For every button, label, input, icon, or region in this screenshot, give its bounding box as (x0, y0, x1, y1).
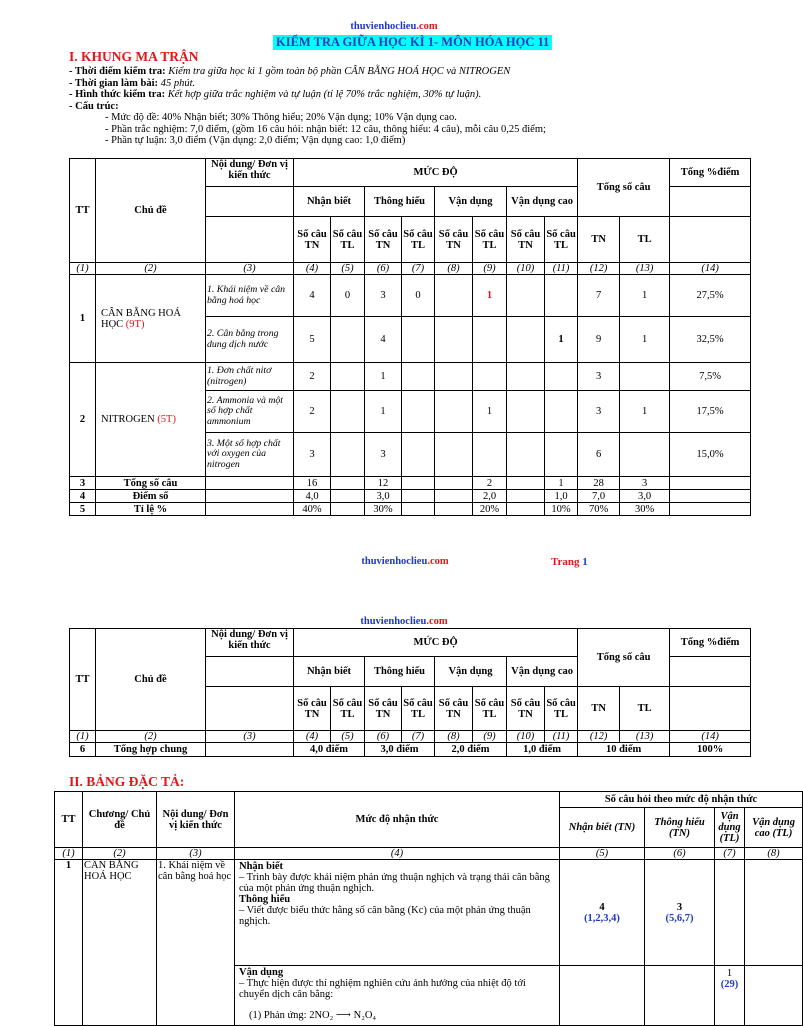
hdr-vdc: Vận dụng cao (507, 187, 578, 217)
hdr-tn: Số câu TN (365, 687, 402, 731)
index-row: (1) (2) (3) (4) (5) (6) (7) (8) (9) (10) (11) (12) (13) (14) (70, 731, 751, 743)
spec-table (54, 791, 803, 1026)
site-name: thuvienhoclieu.com (350, 21, 438, 32)
spec-col-count: Số câu hỏi theo mức độ nhận thức (560, 792, 803, 808)
spec-col-vdc: Vận dụng cao (TL) (745, 808, 803, 848)
hdr-tn: Số câu TN (294, 217, 331, 263)
table-row: 3. Một số hợp chất với oxygen của nitrogen 3 3 6 15,0% (70, 433, 751, 477)
hdr-tl: Số câu TL (545, 217, 578, 263)
hdr-tl: Số câu TL (473, 217, 507, 263)
hdr-tl: Số câu TL (402, 217, 435, 263)
col-tt: TT (70, 159, 96, 263)
col-total-questions: Tổng số câu (578, 629, 670, 687)
index-row: (1) (2) (3) (4) (5) (6) (7) (8) (55, 848, 803, 860)
spec-col-content: Nội dung/ Đơn vị kiến thức (157, 792, 235, 848)
hdr-tn: Số câu TN (365, 217, 402, 263)
hdr-tl: Số câu TL (473, 687, 507, 731)
summary-table (69, 628, 751, 757)
col-level: MỨC ĐỘ (294, 629, 578, 657)
hdr-tl: Số câu TL (402, 687, 435, 731)
col-total-questions: Tổng số câu (578, 159, 670, 217)
col-tt: TT (70, 629, 96, 731)
table-row: 1 CÂN BẰNG HOÁ HỌC 1. Khái niệm về cân bằng hoá học Nhận biết – Trình bày được khái niệm phản ứng thuận nghịch và trạng thái cân bằng của một phản ứng thuận nghịch. Thông hiểu – Viết được biểu thức hằng số cân bằng (Kc) của một phản ứng thuận nghịch. 4 (1,2,3,4) 3 (5,6,7) (55, 860, 803, 966)
spec-col-vd: Vận dụng (TL) (715, 808, 745, 848)
info-block: - Thời điểm kiểm tra: Kiểm tra giữa học kì 1 gồm toàn bộ phần CÂN BẰNG HOÁ HỌC và NITROGEN - Thời gian làm bài: 45 phút. - Hình thức kiểm tra: Kết hợp giữa trắc nghiệm và tự luận (tỉ lệ 70% trắc nghiệm, 30% tự luận). - Cấu trúc: - Mức độ đề: 40% Nhận biết; 30% Thông hiểu; 20% Vận dụng; 10% Vận dụng cao. - Phần trắc nghiệm: 7,0 điểm, (gồm 16 câu hỏi: nhận biết: 12 câu, thông hiểu: 4 câu), mỗi câu 0,25 điểm; - Phần tự luận: 3,0 điểm (Vận dụng: 2,0 điểm; Vận dụng cao: 1,0 điểm) (69, 66, 546, 146)
hdr-nb: Nhận biết (294, 657, 365, 687)
page-number: Trang 1 (551, 556, 588, 568)
index-row: (1) (2) (3) (4) (5) (6) (7) (8) (9) (10) (11) (12) (13) (14) (70, 263, 751, 275)
col-total-percent: Tổng %điểm (670, 159, 751, 187)
spec-col-nb: Nhận biết (TN) (560, 808, 645, 848)
site-name-page2: thuvienhoclieu.com (360, 616, 448, 627)
col-topic: Chủ đề (96, 629, 206, 731)
document-title: KIỂM TRA GIỮA HỌC KÌ 1- MÔN HÓA HỌC 11 (273, 35, 552, 50)
table-row: 2. Ammonia và một số hợp chất ammonium 2 1 1 3 1 17,5% (70, 391, 751, 433)
table-row: 2. Cân bằng trong dung dịch nước 5 4 1 9 1 32,5% (70, 317, 751, 363)
hdr-tn: Số câu TN (507, 217, 545, 263)
hdr-tn: Số câu TN (294, 687, 331, 731)
table-row: 1 CÂN BẰNG HOÁ HỌC (9T) 1. Khái niệm về cân bằng hoá học 4 0 3 0 1 7 1 27,5% (70, 275, 751, 317)
hdr-tn: Số câu TN (435, 687, 473, 731)
section-title-spec: II. BẢNG ĐẶC TẢ: (69, 774, 185, 789)
table-row: 3 Tổng số câu 16 12 2 1 28 3 (70, 477, 751, 490)
table-row: 2 NITROGEN (5T) 1. Đơn chất nitơ (nitrogen) 2 1 3 7,5% (70, 363, 751, 391)
summary-row: 6 Tổng hợp chung 4,0 điểm 3,0 điểm 2,0 điểm 1,0 điểm 10 điểm 100% (70, 743, 751, 757)
footer-site-name: thuvienhoclieu.com (361, 556, 449, 567)
col-total-percent: Tổng %điểm (670, 629, 751, 657)
hdr-vdc: Vận dụng cao (507, 657, 578, 687)
hdr-th: Thông hiểu (365, 657, 435, 687)
table-row: 4 Điểm số 4,0 3,0 2,0 1,0 7,0 3,0 (70, 490, 751, 503)
hdr-total-tn: TN (578, 687, 620, 731)
spec-col-th: Thông hiểu (TN) (645, 808, 715, 848)
hdr-total-tn: TN (578, 217, 620, 263)
hdr-th: Thông hiểu (365, 187, 435, 217)
col-content: Nội dung/ Đơn vị kiến thức (206, 159, 294, 187)
hdr-nb: Nhận biết (294, 187, 365, 217)
hdr-tn: Số câu TN (435, 217, 473, 263)
matrix-table (69, 158, 751, 516)
hdr-tn: Số câu TN (507, 687, 545, 731)
hdr-total-tl: TL (620, 217, 670, 263)
hdr-tl: Số câu TL (545, 687, 578, 731)
spec-col-chapter: Chương/ Chủ đề (83, 792, 157, 848)
col-topic: Chủ đề (96, 159, 206, 263)
col-content: Nội dung/ Đơn vị kiến thức (206, 629, 294, 657)
table-row: 5 Tỉ lệ % 40% 30% 20% 10% 70% 30% (70, 503, 751, 516)
col-level: MỨC ĐỘ (294, 159, 578, 187)
hdr-vd: Vận dụng (435, 657, 507, 687)
hdr-vd: Vận dụng (435, 187, 507, 217)
hdr-tl: Số câu TL (331, 687, 365, 731)
section-title-matrix: I. KHUNG MA TRẬN (69, 49, 199, 64)
spec-col-level: Mức độ nhận thức (235, 792, 560, 848)
spec-col-tt: TT (55, 792, 83, 848)
hdr-total-tl: TL (620, 687, 670, 731)
table-row: Vận dụng – Thực hiện được thí nghiệm nghiên cứu ảnh hưởng của nhiệt độ tới chuyển dịch cân bằng: (1) Phản ứng: 2NO₂ ⟶ N₂O₄ 1 (29) (55, 966, 803, 1026)
hdr-tl: Số câu TL (331, 217, 365, 263)
